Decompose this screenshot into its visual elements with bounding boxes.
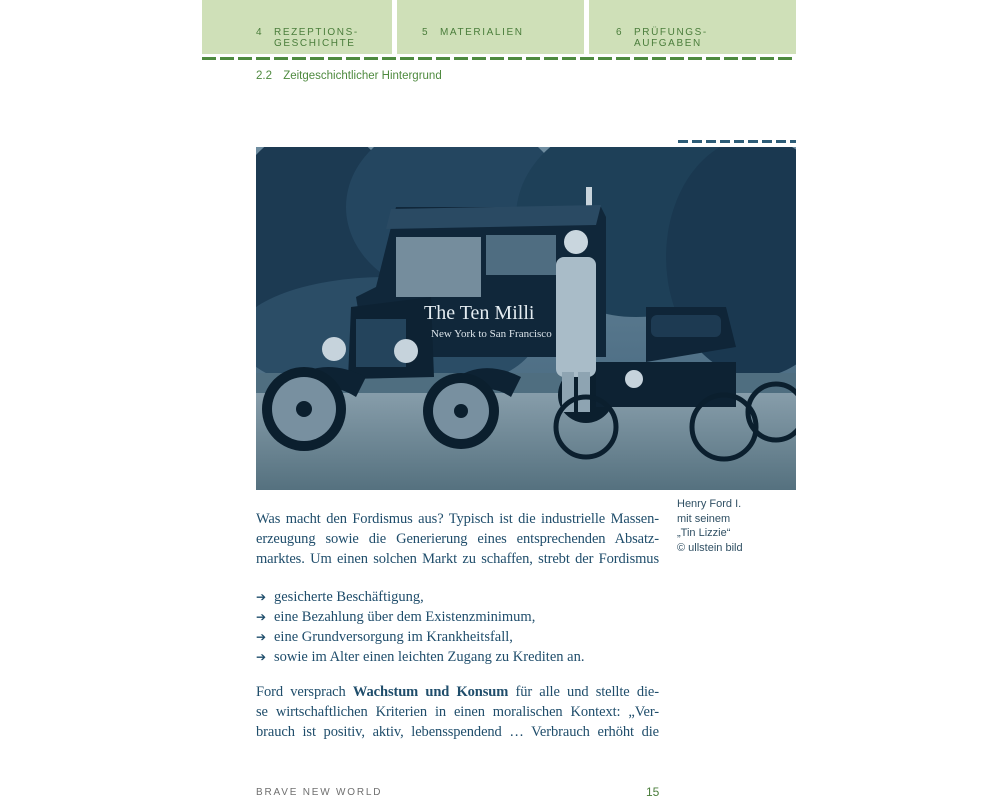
footer-book-title: BRAVE NEW WORLD xyxy=(256,787,383,798)
paragraph-line xyxy=(256,682,659,702)
text-run: für alle und stellte die- xyxy=(508,684,659,700)
arrow-right-icon: ➔ xyxy=(256,590,267,604)
list-item xyxy=(256,627,666,647)
tab-number: 5 xyxy=(422,27,430,38)
list-item xyxy=(256,587,666,607)
paragraph-ford-versprach xyxy=(256,682,659,742)
photo-henry-ford-tin-lizzie xyxy=(256,147,796,490)
paragraph-line: marktes. Um einen solchen Markt zu schaffen, strebt der Fordismus xyxy=(256,551,659,567)
list-item-text: gesicherte Beschäftigung, xyxy=(274,589,424,605)
caption-line: Henry Ford I. xyxy=(677,498,742,510)
image-dashed-rule xyxy=(678,140,796,143)
nav-tab-pruefungsaufgaben[interactable] xyxy=(589,0,796,54)
list-item-text: eine Grundversorgung im Krankheitsfall, xyxy=(274,629,513,645)
list-item-text: eine Bezahlung über dem Existenzminimum, xyxy=(274,609,536,625)
tab-label-line1: REZEPTIONS- xyxy=(274,27,359,38)
section-title: Zeitgeschichtlicher Hintergrund xyxy=(283,70,442,82)
paragraph-line: brauch ist positiv, aktiv, lebensspendend … Verbrauch erhöht die xyxy=(256,724,659,740)
list-item-text: sowie im Alter einen leichten Zugang zu Krediten an. xyxy=(274,649,585,665)
paragraph-line: se wirtschaftlichen Kriterien in einen moralischen Kontext: „Ver- xyxy=(256,704,659,720)
bullet-list xyxy=(256,587,666,667)
header-dashed-rule xyxy=(202,57,796,60)
car-sign-subtext: New York to San Francisco xyxy=(431,328,552,340)
arrow-right-icon: ➔ xyxy=(256,650,267,664)
paragraph-line: erzeugung sowie die Generierung eines entsprechenden Absatz- xyxy=(256,531,659,547)
caption-line: „Tin Lizzie“ xyxy=(677,527,731,539)
bold-term: Wachstum und Konsum xyxy=(352,684,509,700)
tab-number: 4 xyxy=(256,27,264,38)
tab-label-line1: MATERIALIEN xyxy=(440,27,524,38)
caption-credit: © ullstein bild xyxy=(677,541,743,554)
car-sign-text: The Ten Milli xyxy=(424,302,535,324)
paragraph-fordismus xyxy=(256,509,659,569)
tab-number: 6 xyxy=(616,27,624,38)
page-number: 15 xyxy=(646,785,660,799)
list-item xyxy=(256,607,666,627)
section-number: 2.2 xyxy=(256,70,272,82)
caption-line: mit seinem xyxy=(677,512,731,525)
tab-label-line1: PRÜFUNGS- xyxy=(634,27,708,38)
paragraph-line: Was macht den Fordismus aus? Typisch ist die industrielle Massen- xyxy=(256,511,659,527)
photo-caption xyxy=(677,497,787,555)
tab-label-line2: GESCHICHTE xyxy=(274,38,356,49)
breadcrumb xyxy=(256,70,442,82)
nav-tab-rezeptionsgeschichte[interactable] xyxy=(202,0,392,54)
nav-tab-materialien[interactable] xyxy=(397,0,584,54)
arrow-right-icon: ➔ xyxy=(256,630,267,644)
arrow-right-icon: ➔ xyxy=(256,610,267,624)
tab-label-line2: AUFGABEN xyxy=(634,38,702,49)
text-run: Ford versprach xyxy=(256,684,353,700)
list-item xyxy=(256,647,666,667)
